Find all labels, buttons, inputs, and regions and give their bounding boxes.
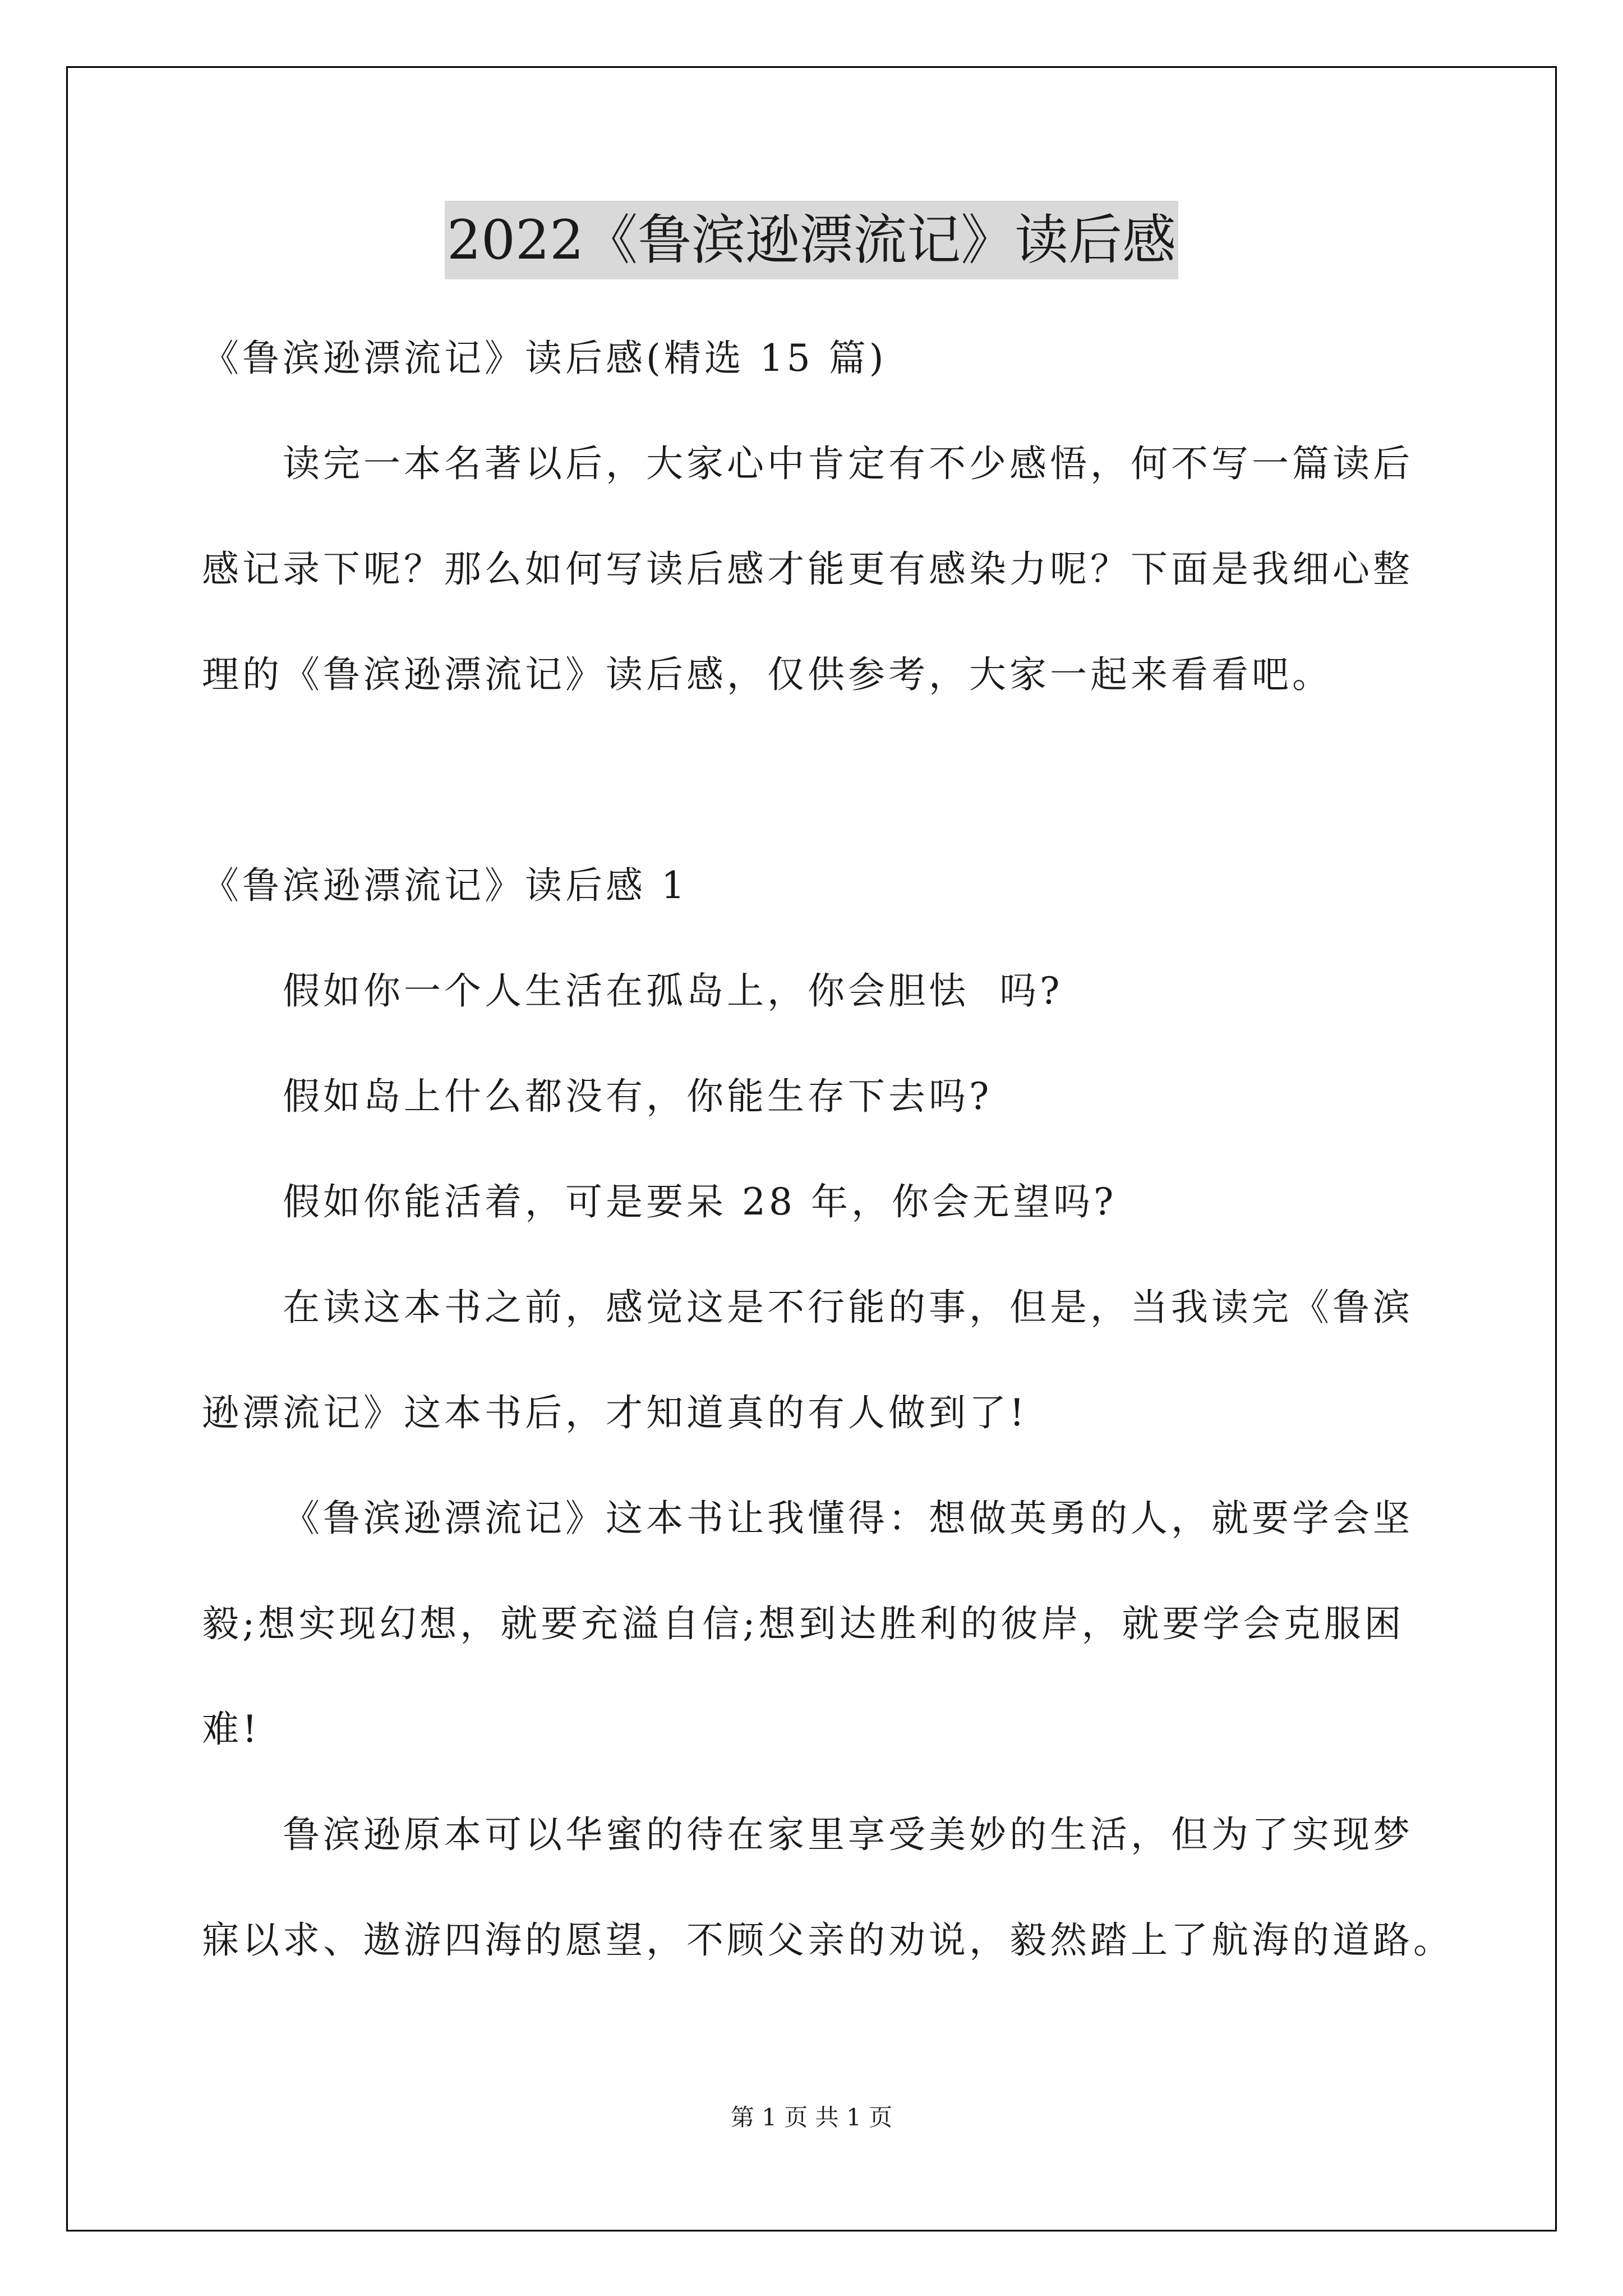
body-line: 假如你能活着，可是要呆 28 年，你会无望吗? (283, 1180, 1117, 1223)
subtitle: 《鲁滨逊漂流记》读后感(精选 15 篇) (202, 337, 887, 380)
title-container (0, 201, 1623, 279)
paragraph-gap (202, 728, 1436, 833)
intro-line: 感记录下呢？那么如何写读后感才能更有感染力呢？下面是我细心整 (202, 547, 1413, 591)
document-body (202, 306, 1454, 1993)
intro-line: 读完一本名著以后，大家心中肯定有不少感悟，何不写一篇读后 (283, 442, 1413, 485)
body-line: 鲁滨逊原本可以华蜜的待在家里享受美妙的生活，但为了实现梦 (283, 1813, 1413, 1856)
body-line: 假如岛上什么都没有，你能生存下去吗? (283, 1075, 993, 1118)
page-footer: 第 1 页 共 1 页 (730, 2104, 893, 2131)
body-text (202, 938, 1454, 1993)
body-line: 难! (202, 1708, 261, 1751)
body-line: 假如你一个人生活在孤岛上，你会胆怯 吗? (283, 969, 1063, 1013)
body-line: 寐以求、遨游四海的愿望，不顾父亲的劝说，毅然踏上了航海的道路。 (202, 1918, 1454, 1962)
body-line: 《鲁滨逊漂流记》这本书让我懂得：想做英勇的人，就要学会坚 (283, 1497, 1413, 1540)
intro-line: 理的《鲁滨逊漂流记》读后感，仅供参考，大家一起来看看吧。 (202, 653, 1332, 696)
document-title: 2022《鲁滨逊漂流记》读后感 (445, 201, 1178, 279)
section-heading: 《鲁滨逊漂流记》读后感 1 (202, 864, 688, 907)
body-line: 毅;想实现幻想，就要充溢自信;想到达胜利的彼岸，就要学会克服困 (202, 1602, 1405, 1645)
body-line: 逊漂流记》这本书后，才知道真的有人做到了! (202, 1391, 1028, 1434)
body-line: 在读这本书之前，感觉这是不行能的事，但是，当我读完《鲁滨 (283, 1286, 1413, 1329)
